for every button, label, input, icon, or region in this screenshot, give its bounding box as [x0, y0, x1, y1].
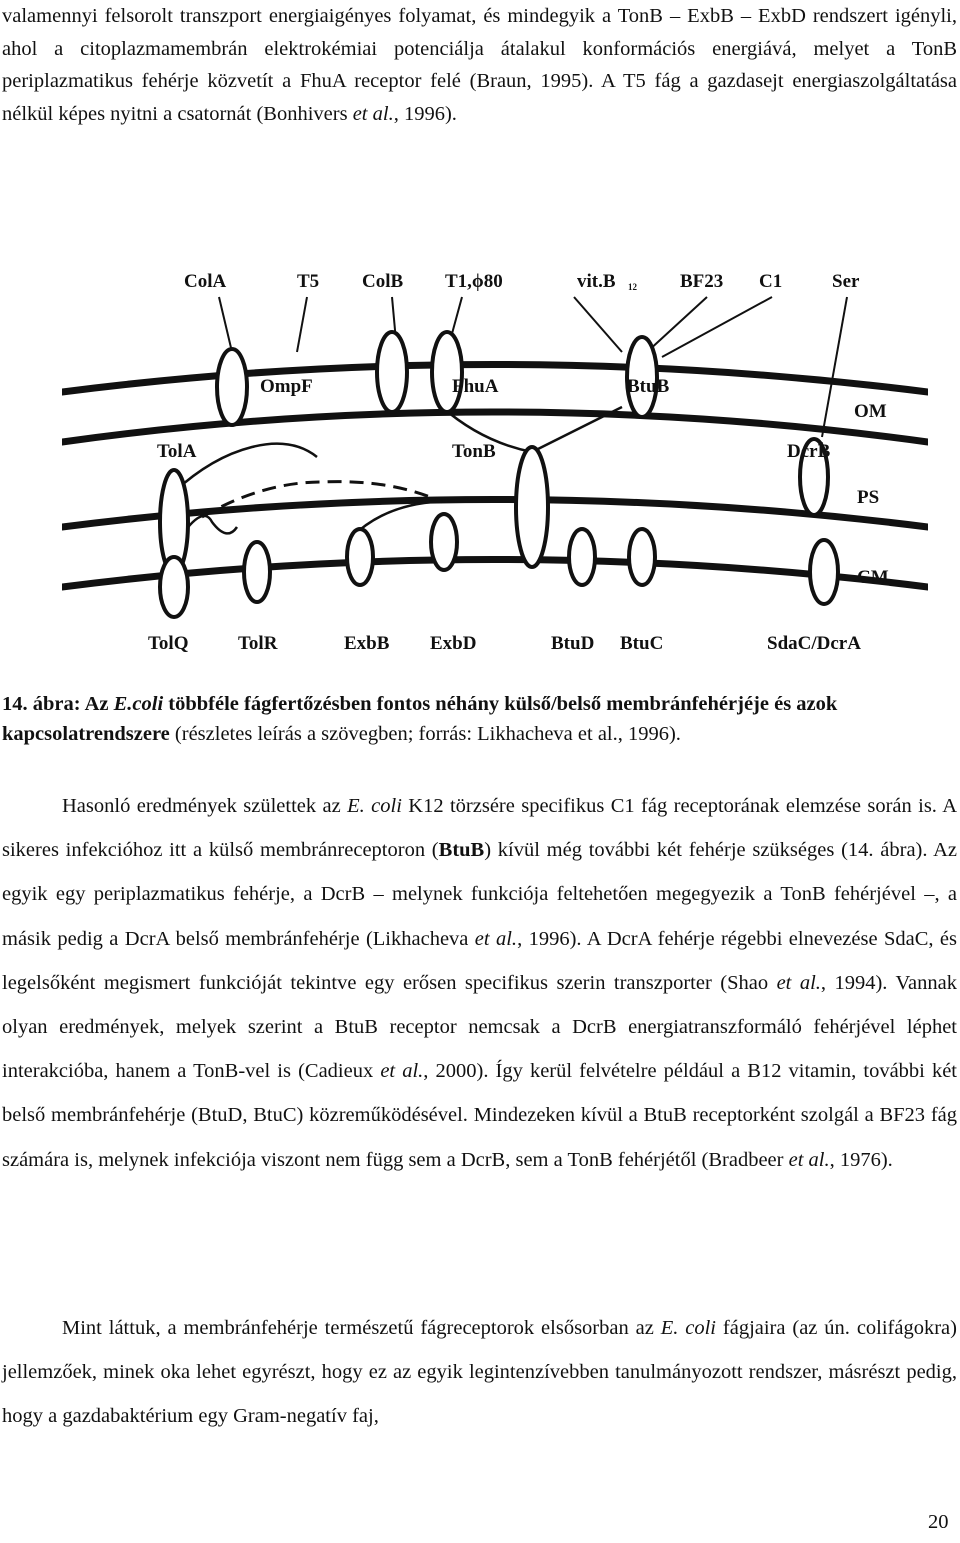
label-exbd: ExbD	[430, 633, 477, 654]
label-tonb: TonB	[452, 441, 496, 462]
text-run: , 1976).	[829, 1148, 893, 1171]
caption-species: E.coli	[113, 693, 164, 715]
text-run-italic: et al.	[380, 1060, 424, 1083]
label-tolq: TolQ	[148, 633, 189, 654]
outer-membrane-lower-line	[62, 412, 928, 442]
text-run-italic: et al.	[788, 1148, 830, 1171]
figure-caption	[2, 689, 957, 749]
tonb-protein	[516, 447, 548, 567]
text-run-italic: et al.	[776, 971, 821, 994]
exbb-protein	[347, 529, 373, 585]
btuc-protein	[629, 529, 655, 585]
paragraph-intro	[2, 0, 957, 130]
text-run: , 1996). A DcrA fehérje régebbi elnevezése SdaC, és legelsőként megismert funkcióját tekintve egy erősen specifikus szerin transzporter (Shao	[2, 927, 957, 994]
text-run: K12 törzsére specifikus C1 fág receptorának elemzése során is. A sikeres infekcióhoz itt a külső membránreceptoron (	[2, 795, 957, 862]
label-cola: ColA	[184, 271, 227, 292]
label-vitb: vit.B	[577, 271, 616, 292]
label-dcrb: DcrB	[787, 441, 831, 462]
label-tolr: TolR	[238, 633, 278, 654]
text-run: , 1994). Vannak olyan eredmények, melyek szerint a BtuB receptor nemcsak a DcrB energiatranszformáló fehérjével léphet interakcióba, hanem a TonB-vel is (Cadieux	[2, 971, 958, 1083]
caption-detail: (részletes leírás a szövegben; forrás: Likhacheva et al., 1996).	[169, 723, 681, 745]
label-btub: BtuB	[627, 376, 670, 397]
label-cm: CM	[857, 567, 889, 588]
text-run: , 1996).	[393, 102, 457, 125]
label-sdac: SdaC/DcrA	[767, 633, 861, 654]
text-run-italic: et al.	[352, 102, 394, 125]
text-run: ) kívül még további két fehérje szükséges (14. ábra). Az egyik egy periplazmatikus fehérje, a DcrB – melynek funkciója feltehetően megegyezik a TonB fehérjével –, a másik pedig a DcrA belső membránfehérje (Likhacheva	[2, 839, 958, 950]
text-run-italic: E. coli	[347, 795, 402, 817]
label-bf23: BF23	[680, 271, 724, 292]
label-ompf: OmpF	[260, 376, 313, 397]
label-tola: TolA	[157, 441, 197, 462]
text-run: valamennyi felsorolt transzport energiaigényes folyamat, és mindegyik a TonB – ExbB – ExbD rendszert igényli, ahol a citoplazmamembrán elektrokémiai potenciálja átalakul konformációs energiává, melyet a TonB periplazmatikus fehérje közvetít a FhuA receptor felé (Braun, 1995). A T5 fág a gazdasejt energiaszolgáltatása nélkül képes nyitni a csatornát (Bonhivers	[2, 5, 957, 125]
text-run: fágjaira (az ún. colifágokra) jellemzőek, minek oka lehet egyrészt, hogy ez az egyik legintenzívebben tanulmányozott rendszer, másrészt pedig, hogy a gazdabaktérium egy Gram-negatív faj,	[2, 1317, 957, 1428]
label-colb: ColB	[362, 271, 404, 292]
text-run-italic: et al.	[474, 927, 518, 950]
label-exbb: ExbB	[344, 633, 390, 654]
text-run: , 2000). Így kerül felvételre például a B12 vitamin, további két belső membránfehérje (BtuD, BtuC) közreműködésével. Mindezeken kívül a BtuB receptorként szolgál a BF23 fág számára is, melynek infekciója viszont nem függ sem a DcrB, sem a TonB fehérjétől (Bradbeer	[2, 1060, 958, 1171]
inner-membrane-lower-line	[62, 560, 928, 588]
tolq-protein	[160, 557, 188, 617]
text-run: Hasonló eredmények születtek az	[62, 795, 348, 817]
colb-protein	[377, 332, 407, 412]
membrane-protein-diagram	[62, 257, 928, 667]
label-c1: C1	[759, 271, 783, 292]
label-vitb-sub: 12	[628, 282, 637, 292]
label-ser: Ser	[832, 271, 860, 292]
label-fhua: FhuA	[452, 376, 499, 397]
ompf-protein	[217, 349, 247, 425]
label-btuc: BtuC	[620, 633, 664, 654]
caption-label: 14. ábra: Az	[2, 693, 114, 715]
fhua-protein	[432, 332, 462, 412]
label-om: OM	[854, 401, 887, 422]
paragraph-c1-phage	[2, 784, 957, 1182]
btud-protein	[569, 529, 595, 585]
text-run: Mint láttuk, a membránfehérje természetű fágreceptorok elsősorban az	[62, 1317, 661, 1339]
label-t1: T1,ϕ80	[445, 271, 503, 292]
text-run-italic: E. coli	[660, 1317, 716, 1339]
label-ps: PS	[857, 487, 880, 508]
caption-title: többféle fágfertőzésben fontos néhány külső/belső membránfehérjéje és azok kapcsolatrendszere	[2, 693, 838, 745]
exbd-protein	[431, 514, 457, 570]
paragraph-colifage	[2, 1306, 957, 1439]
sdac-protein	[810, 540, 838, 604]
label-t5: T5	[297, 271, 320, 292]
page-number: 20	[928, 1511, 949, 1533]
tolr-protein	[244, 542, 270, 602]
text-run-bold: BtuB	[438, 839, 485, 862]
label-btud: BtuD	[551, 633, 595, 654]
